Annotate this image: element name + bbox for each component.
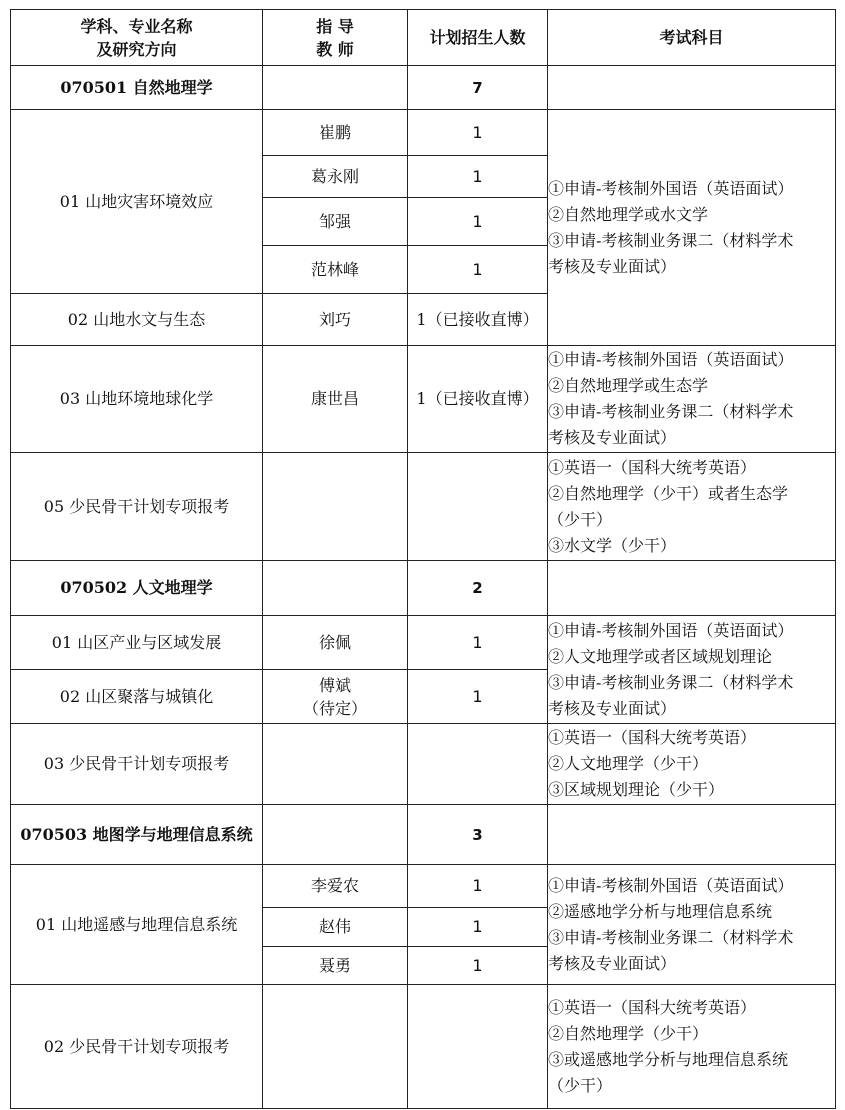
direction-name: 01 山区产业与区域发展: [11, 616, 263, 670]
exam-subjects: ①英语一（国科大统考英语） ②人文地理学（少干） ③区域规划理论（少干）: [548, 724, 836, 805]
table-row: [11, 616, 836, 670]
section-tutor-empty: [263, 805, 408, 865]
tutor-name: 邹强: [263, 198, 408, 246]
header-exam-subjects: 考试科目: [548, 10, 836, 66]
tutor-name: 李爱农: [263, 865, 408, 908]
enrollment-table-container: [10, 9, 836, 1109]
tutor-count: 1（已接收直博）: [408, 294, 548, 346]
count-empty: [408, 724, 548, 805]
direction-name: 05 少民骨干计划专项报考: [11, 453, 263, 561]
tutor-count: 1: [408, 616, 548, 670]
tutor-empty: [263, 453, 408, 561]
tutor-count: 1: [408, 670, 548, 724]
table-row: [11, 724, 836, 805]
tutor-count: 1: [408, 865, 548, 908]
tutor-name: 刘巧: [263, 294, 408, 346]
tutor-name: 聂勇: [263, 947, 408, 985]
section-exam-empty: [548, 805, 836, 865]
direction-name: 02 山地水文与生态: [11, 294, 263, 346]
section-count: 2: [408, 561, 548, 616]
count-empty: [408, 453, 548, 561]
tutor-name: 徐佩: [263, 616, 408, 670]
section-count: 7: [408, 66, 548, 110]
section-title: 070501 自然地理学: [11, 66, 263, 110]
section-row-070501: [11, 66, 836, 110]
tutor-count: 1: [408, 198, 548, 246]
table-row: [11, 865, 836, 908]
exam-subjects: ①申请-考核制外国语（英语面试） ②自然地理学或水文学 ③申请-考核制业务课二（材料学术 考核及专业面试）: [548, 110, 836, 346]
tutor-name: 崔鹏: [263, 110, 408, 156]
section-tutor-empty: [263, 561, 408, 616]
table-row: [11, 453, 836, 561]
direction-name: 03 少民骨干计划专项报考: [11, 724, 263, 805]
section-tutor-empty: [263, 66, 408, 110]
direction-name: 03 山地环境地球化学: [11, 346, 263, 453]
direction-name: 02 山区聚落与城镇化: [11, 670, 263, 724]
table-row: [11, 346, 836, 453]
section-title: 070503 地图学与地理信息系统: [11, 805, 263, 865]
section-row-070502: [11, 561, 836, 616]
enrollment-table: [10, 9, 836, 1109]
tutor-name: 傅斌 （待定）: [263, 670, 408, 724]
exam-subjects: ①申请-考核制外国语（英语面试） ②自然地理学或生态学 ③申请-考核制业务课二（材料学术 考核及专业面试）: [548, 346, 836, 453]
table-row: [11, 985, 836, 1109]
table-header-row: [11, 10, 836, 66]
tutor-name: 范林峰: [263, 246, 408, 294]
tutor-empty: [263, 724, 408, 805]
tutor-count: 1: [408, 110, 548, 156]
section-exam-empty: [548, 66, 836, 110]
exam-subjects: ①申请-考核制外国语（英语面试） ②遥感地学分析与地理信息系统 ③申请-考核制业务课二（材料学术 考核及专业面试）: [548, 865, 836, 985]
count-empty: [408, 985, 548, 1109]
exam-subjects: ①申请-考核制外国语（英语面试） ②人文地理学或者区域规划理论 ③申请-考核制业务课二（材料学术 考核及专业面试）: [548, 616, 836, 724]
exam-subjects: ①英语一（国科大统考英语） ②自然地理学（少干）或者生态学 （少干） ③水文学（少干）: [548, 453, 836, 561]
tutor-name: 赵伟: [263, 908, 408, 947]
tutor-count: 1: [408, 947, 548, 985]
header-major-direction: 学科、专业名称 及研究方向: [11, 10, 263, 66]
header-tutor: 指 导 教 师: [263, 10, 408, 66]
exam-subjects: ①英语一（国科大统考英语） ②自然地理学（少干） ③或遥感地学分析与地理信息系统 （少干）: [548, 985, 836, 1109]
tutor-count: 1（已接收直博）: [408, 346, 548, 453]
tutor-count: 1: [408, 156, 548, 198]
header-plan-count: 计划招生人数: [408, 10, 548, 66]
tutor-count: 1: [408, 246, 548, 294]
tutor-name: 康世昌: [263, 346, 408, 453]
section-row-070503: [11, 805, 836, 865]
direction-name: 01 山地遥感与地理信息系统: [11, 865, 263, 985]
direction-name: 02 少民骨干计划专项报考: [11, 985, 263, 1109]
table-row: [11, 110, 836, 156]
direction-name: 01 山地灾害环境效应: [11, 110, 263, 294]
tutor-empty: [263, 985, 408, 1109]
section-title: 070502 人文地理学: [11, 561, 263, 616]
tutor-name: 葛永刚: [263, 156, 408, 198]
section-exam-empty: [548, 561, 836, 616]
section-count: 3: [408, 805, 548, 865]
tutor-count: 1: [408, 908, 548, 947]
